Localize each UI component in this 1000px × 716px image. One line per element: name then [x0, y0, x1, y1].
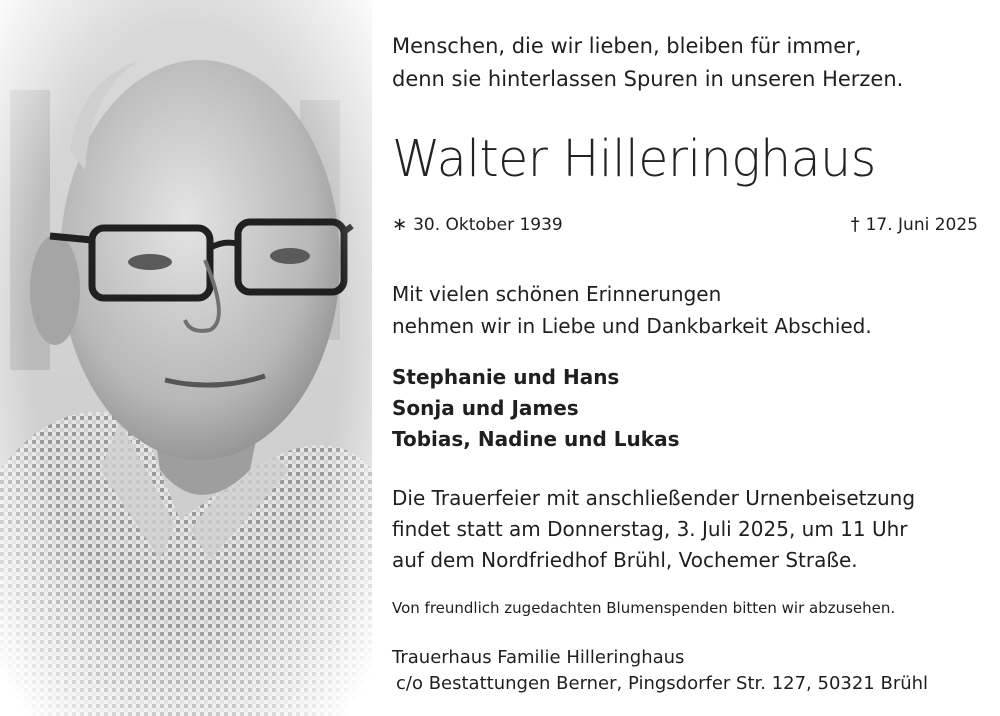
sender-block	[392, 645, 928, 697]
birth-date-text: 30. Oktober 1939	[413, 215, 563, 235]
sender-line: Trauerhaus Familie Hilleringhaus	[392, 647, 685, 668]
farewell-line: Mit vielen schönen Erinnerungen	[392, 282, 722, 306]
sender-address: c/o Bestattungen Berner, Pingsdorfer Str. 127, 50321 Brühl	[396, 673, 929, 694]
ceremony-info	[392, 483, 915, 576]
birth-star-icon: ∗	[392, 214, 408, 235]
flowers-note: Von freundlich zugedachten Blumenspenden bitten wir abzusehen.	[392, 599, 896, 617]
death-date	[851, 214, 978, 235]
mourners-list	[392, 362, 679, 455]
life-dates	[392, 214, 978, 240]
portrait-photo	[0, 0, 372, 716]
deceased-name: Walter Hilleringhaus	[392, 130, 876, 189]
motto	[392, 30, 903, 96]
mourner-name: Tobias, Nadine und Lukas	[392, 427, 680, 451]
death-date-text: 17. Juni 2025	[865, 215, 978, 235]
ceremony-line: Die Trauerfeier mit anschließender Urnenbeisetzung	[392, 486, 916, 510]
birth-date	[392, 214, 563, 235]
mourner-name: Sonja und James	[392, 396, 579, 420]
cross-icon: †	[850, 214, 860, 235]
ceremony-line: findet statt am Donnerstag, 3. Juli 2025, um 11 Uhr	[392, 517, 908, 541]
ceremony-line: auf dem Nordfriedhof Brühl, Vochemer Straße.	[392, 548, 858, 572]
farewell-line: nehmen wir in Liebe und Dankbarkeit Abschied.	[392, 314, 872, 338]
farewell-text	[392, 278, 872, 342]
motto-line: Menschen, die wir lieben, bleiben für immer,	[392, 34, 862, 58]
motto-line: denn sie hinterlassen Spuren in unseren Herzen.	[392, 67, 904, 91]
mourner-name: Stephanie und Hans	[392, 365, 620, 389]
